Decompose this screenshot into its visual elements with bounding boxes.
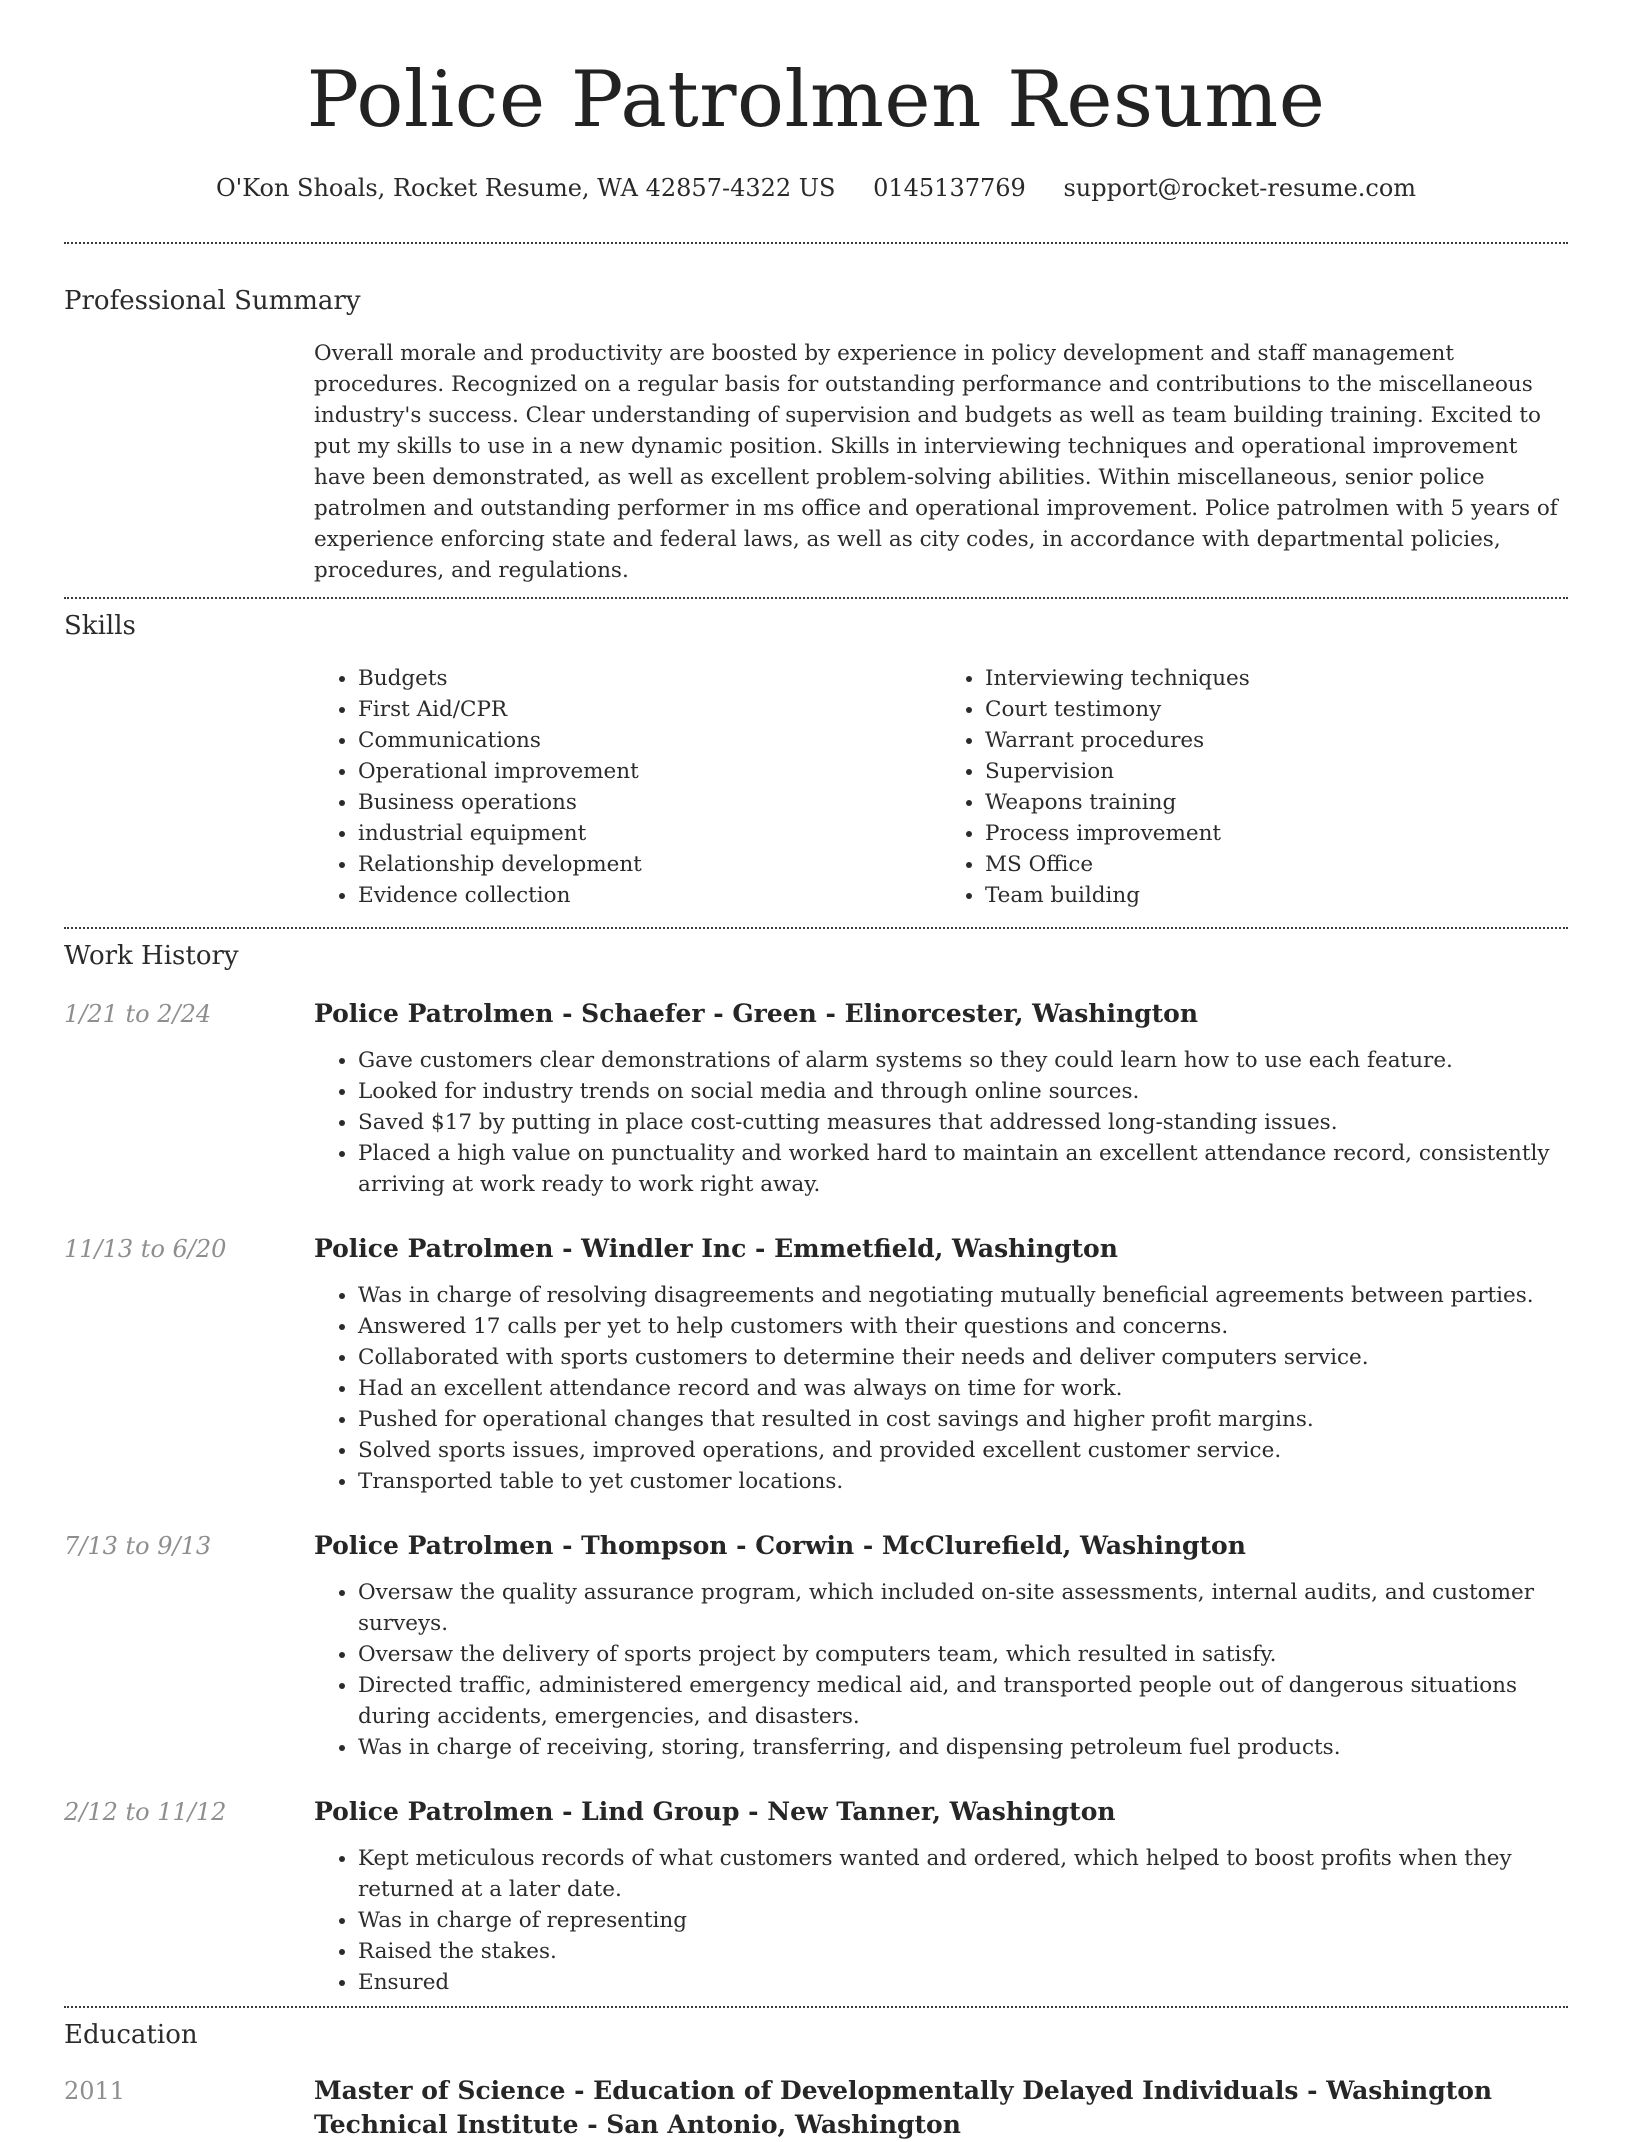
job-entry: [64, 1529, 1568, 1763]
job-date: 2/12 to 11/12: [64, 1798, 227, 1826]
summary-text: Overall morale and productivity are boosted by experience in policy development and staff management procedures. Recognized on a regular basis for outstanding performance and contributions to the miscellaneous industry's success. Clear understanding of supervision and budgets as well as team building training. Excited to put my skills to use in a new dynamic position. Skills in interviewing techniques and operational improvement have been demonstrated, as well as excellent problem-solving abilities. Within miscellaneous, senior police patrolmen and outstanding performer in ms office and operational improvement. Police patrolmen with 5 years of experience enforcing state and federal laws, as well as city codes, in accordance with departmental policies, procedures, and regulations.: [314, 341, 1558, 583]
job-bullet: • Had an excellent attendance record and was always on time for work.: [358, 1373, 1568, 1404]
job-bullets: [314, 1280, 1568, 1497]
divider: [64, 927, 1568, 929]
job-bullet: • Kept meticulous records of what customers wanted and ordered, which helped to boost profits when they returned at a later date.: [358, 1843, 1568, 1905]
job-bullet: • Was in charge of receiving, storing, transferring, and dispensing petroleum fuel products.: [358, 1732, 1568, 1763]
job-title: Police Patrolmen - Thompson - Corwin - McClurefield, Washington: [314, 1531, 1246, 1560]
divider: [64, 597, 1568, 599]
job-bullet: • Placed a high value on punctuality and worked hard to maintain an excellent attendance record, consistently arriving at work ready to work right away.: [358, 1138, 1568, 1200]
skills-list-left: [314, 663, 941, 911]
contact-phone: 0145137769: [873, 174, 1026, 202]
summary-body: [314, 338, 1568, 586]
job-bullet: • Raised the stakes.: [358, 1936, 1568, 1967]
skills-section: [64, 609, 1568, 911]
job-bullets-row: [64, 1843, 1568, 1998]
job-bullet: • Directed traffic, administered emergency medical aid, and transported people out of dangerous situations during accidents, emergencies, and disasters.: [358, 1670, 1568, 1732]
skill-item: • Team building: [985, 880, 1568, 911]
job-bullets-row: [64, 1577, 1568, 1763]
job-bullet: • Solved sports issues, improved operations, and provided excellent customer service.: [358, 1435, 1568, 1466]
contact-address: O'Kon Shoals, Rocket Resume, WA 42857-4322 US: [215, 174, 836, 202]
job-bullet: • Oversaw the delivery of sports project by computers team, which resulted in satisfy.: [358, 1639, 1568, 1670]
skill-item: • Interviewing techniques: [985, 663, 1568, 694]
resume-title: Police Patrolmen Resume: [306, 55, 1326, 145]
skills-heading: Skills: [64, 611, 136, 641]
contact-line: [64, 170, 1568, 206]
divider: [64, 242, 1568, 244]
job-bullet: • Pushed for operational changes that resulted in cost savings and higher profit margins.: [358, 1404, 1568, 1435]
job-entry: [64, 1795, 1568, 1998]
skill-item: • MS Office: [985, 849, 1568, 880]
skills-list-right: [941, 663, 1568, 911]
education-title: Master of Science - Education of Developmentally Delayed Individuals - Washington Technical Institute - San Antonio, Washington: [314, 2076, 1493, 2139]
skill-item: • Budgets: [358, 663, 941, 694]
skill-item: • Evidence collection: [358, 880, 941, 911]
job-bullet: • Looked for industry trends on social media and through online sources.: [358, 1076, 1568, 1107]
job-bullets-row: [64, 1045, 1568, 1200]
job-header-row: [64, 1529, 1568, 1563]
summary-section: [64, 284, 1568, 586]
job-bullet: • Answered 17 calls per yet to help customers with their questions and concerns.: [358, 1311, 1568, 1342]
job-title: Police Patrolmen - Lind Group - New Tanner, Washington: [314, 1797, 1116, 1826]
skills-grid: [314, 663, 1568, 911]
contact-email: support@rocket-resume.com: [1063, 174, 1417, 202]
skills-row: [64, 663, 1568, 911]
summary-heading: Professional Summary: [64, 286, 361, 316]
education-heading: Education: [64, 2020, 198, 2050]
skill-item: • Supervision: [985, 756, 1568, 787]
skill-item: • Warrant procedures: [985, 725, 1568, 756]
skill-item: • Weapons training: [985, 787, 1568, 818]
job-entry: [64, 997, 1568, 1200]
job-bullets-row: [64, 1280, 1568, 1497]
education-entry: [64, 2074, 1568, 2142]
skill-item: • Process improvement: [985, 818, 1568, 849]
job-bullet: • Collaborated with sports customers to determine their needs and deliver computers service.: [358, 1342, 1568, 1373]
job-bullet: • Oversaw the quality assurance program, which included on-site assessments, internal audits, and customer surveys.: [358, 1577, 1568, 1639]
skill-item: • industrial equipment: [358, 818, 941, 849]
education-section: [64, 2018, 1568, 2142]
skill-item: • Relationship development: [358, 849, 941, 880]
skill-item: • First Aid/CPR: [358, 694, 941, 725]
job-date: 11/13 to 6/20: [64, 1235, 227, 1263]
job-header-row: [64, 997, 1568, 1031]
job-bullet: • Was in charge of resolving disagreements and negotiating mutually beneficial agreements between parties.: [358, 1280, 1568, 1311]
resume-header: [64, 0, 1568, 206]
job-entry: [64, 1232, 1568, 1497]
job-bullet: • Was in charge of representing: [358, 1905, 1568, 1936]
skill-item: • Business operations: [358, 787, 941, 818]
skill-item: • Court testimony: [985, 694, 1568, 725]
work-heading: Work History: [64, 941, 239, 971]
summary-row: [64, 338, 1568, 586]
job-header-row: [64, 1232, 1568, 1266]
job-title: Police Patrolmen - Schaefer - Green - Elinorcester, Washington: [314, 999, 1199, 1028]
skill-item: • Operational improvement: [358, 756, 941, 787]
job-bullet: • Saved $17 by putting in place cost-cutting measures that addressed long-standing issues.: [358, 1107, 1568, 1138]
job-bullet: • Transported table to yet customer locations.: [358, 1466, 1568, 1497]
job-bullets: [314, 1045, 1568, 1200]
job-date: 1/21 to 2/24: [64, 1000, 212, 1028]
job-bullets: [314, 1843, 1568, 1998]
job-title: Police Patrolmen - Windler Inc - Emmetfield, Washington: [314, 1234, 1118, 1263]
education-date: 2011: [64, 2077, 126, 2105]
job-bullet: • Gave customers clear demonstrations of alarm systems so they could learn how to use each feature.: [358, 1045, 1568, 1076]
skill-item: • Communications: [358, 725, 941, 756]
job-bullets: [314, 1577, 1568, 1763]
job-date: 7/13 to 9/13: [64, 1532, 212, 1560]
divider: [64, 2006, 1568, 2008]
work-section: [64, 939, 1568, 1998]
job-bullet: • Ensured: [358, 1967, 1568, 1998]
job-header-row: [64, 1795, 1568, 1829]
